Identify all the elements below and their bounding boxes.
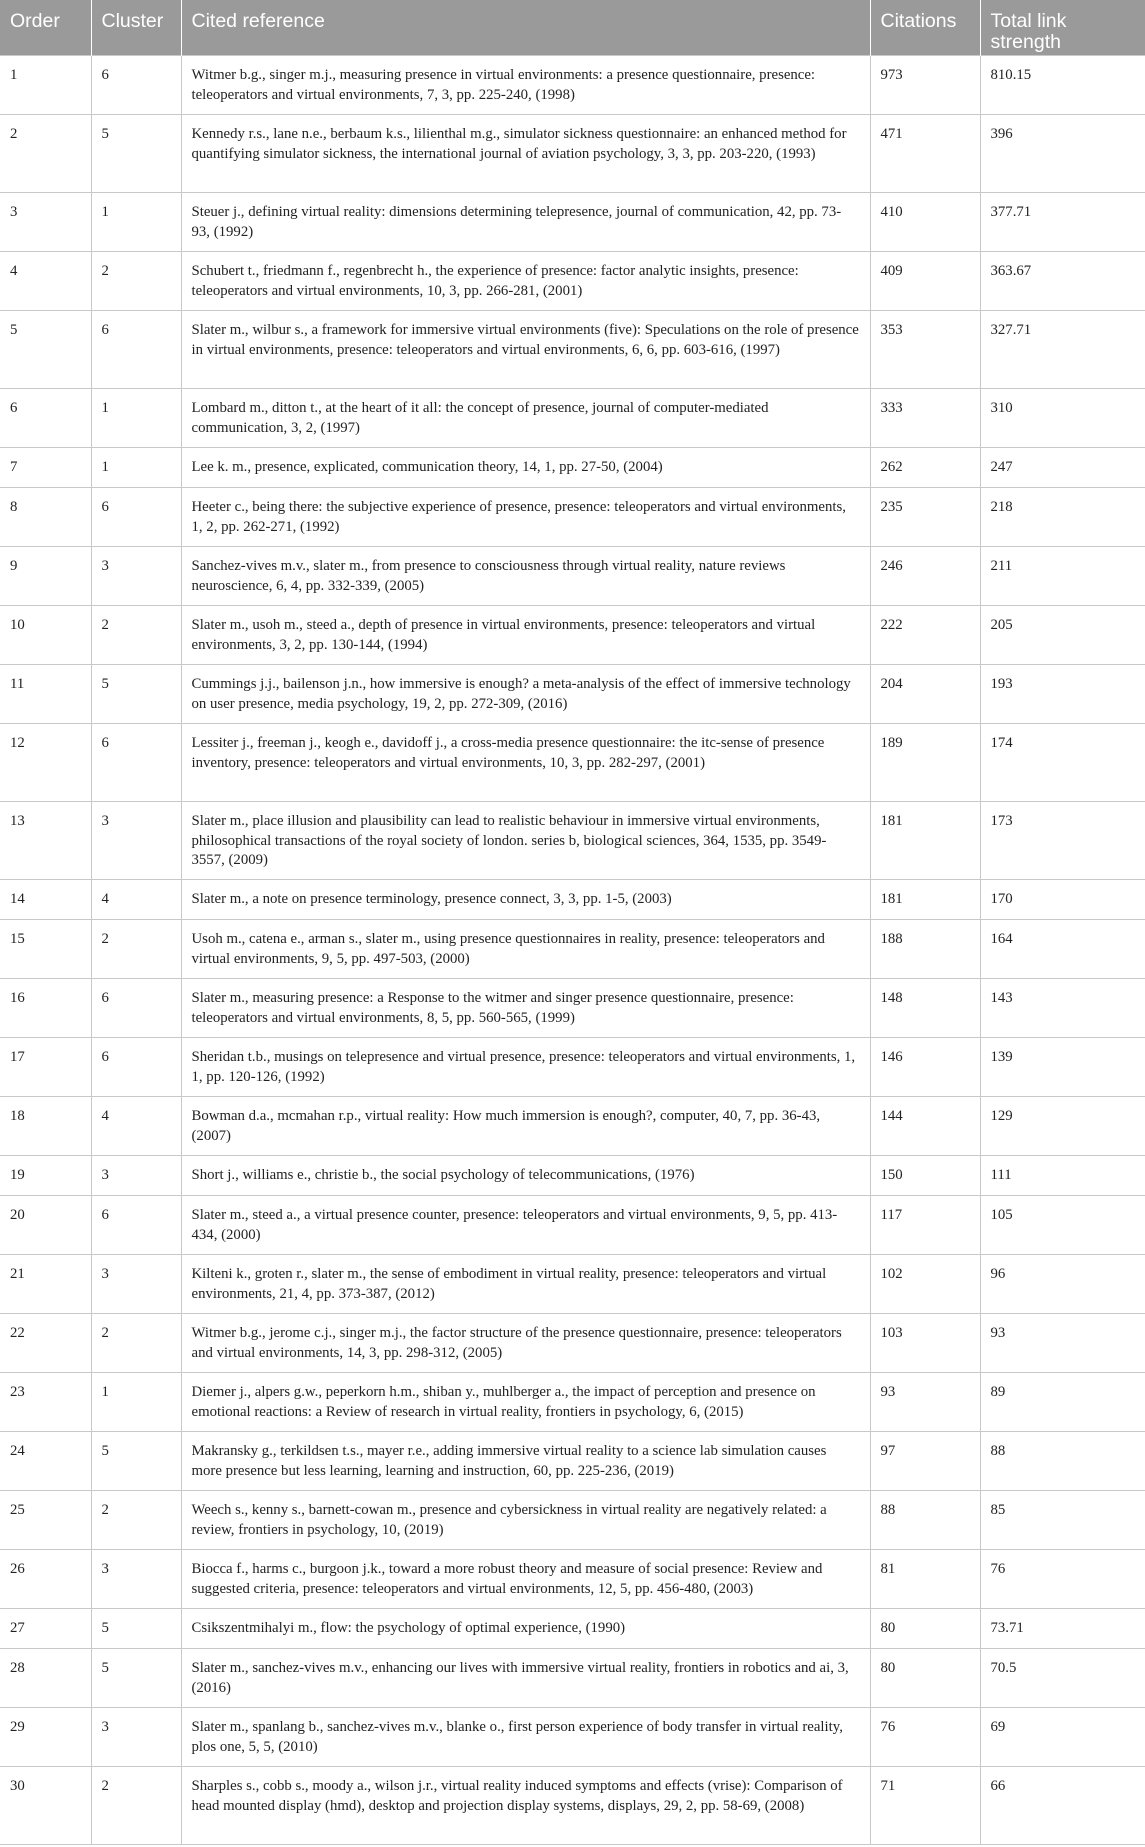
cell-cited-reference: Slater m., wilbur s., a framework for immersive virtual environments (five): Speculations on the role of presence in virtual environments, presence: teleoperators and virtual environments, 6, 6, pp. 603-616, (1997) (181, 311, 870, 389)
cell-cited-reference: Slater m., spanlang b., sanchez-vives m.v., blanke o., first person experience of body transfer in virtual reality, plos one, 5, 5, (2010) (181, 1708, 870, 1767)
cell-cited-reference: Kennedy r.s., lane n.e., berbaum k.s., lilienthal m.g., simulator sickness questionnaire: an enhanced method for quantifying simulator sickness, the international journal of aviation psychology, 3, 3, pp. 203-220, (1993) (181, 115, 870, 193)
cell-citations: 246 (870, 547, 980, 606)
table-row (0, 1649, 1145, 1708)
cell-order: 10 (0, 606, 91, 665)
cell-total-link-strength: 89 (980, 1373, 1145, 1432)
cell-citations: 144 (870, 1097, 980, 1156)
cell-total-link-strength: 170 (980, 880, 1145, 920)
cell-cited-reference: Diemer j., alpers g.w., peperkorn h.m., shiban y., muhlberger a., the impact of perception and presence on emotional reactions: a Review of research in virtual reality, frontiers in psychology, 6, (2015) (181, 1373, 870, 1432)
cell-cluster: 3 (91, 547, 181, 606)
cell-citations: 88 (870, 1491, 980, 1550)
cell-cluster: 1 (91, 389, 181, 448)
table-header (0, 0, 1145, 56)
cell-cluster: 3 (91, 1708, 181, 1767)
cell-order: 3 (0, 193, 91, 252)
cell-order: 12 (0, 724, 91, 802)
cell-cluster: 4 (91, 1097, 181, 1156)
cell-total-link-strength: 143 (980, 979, 1145, 1038)
cell-total-link-strength: 193 (980, 665, 1145, 724)
cell-citations: 973 (870, 56, 980, 115)
cell-total-link-strength: 70.5 (980, 1649, 1145, 1708)
cell-cluster: 1 (91, 448, 181, 488)
cell-citations: 117 (870, 1196, 980, 1255)
table-row (0, 193, 1145, 252)
cell-cited-reference: Makransky g., terkildsen t.s., mayer r.e., adding immersive virtual reality to a science lab simulation causes more presence but less learning, learning and instruction, 60, pp. 225-236, (2019) (181, 1432, 870, 1491)
cell-citations: 188 (870, 920, 980, 979)
cell-total-link-strength: 66 (980, 1767, 1145, 1845)
cell-cited-reference: Slater m., sanchez-vives m.v., enhancing our lives with immersive virtual reality, frontiers in robotics and ai, 3, (2016) (181, 1649, 870, 1708)
cell-cited-reference: Slater m., steed a., a virtual presence counter, presence: teleoperators and virtual environments, 9, 5, pp. 413-434, (2000) (181, 1196, 870, 1255)
cell-cluster: 2 (91, 606, 181, 665)
cell-order: 1 (0, 56, 91, 115)
table-row (0, 1491, 1145, 1550)
table-body (0, 56, 1145, 1845)
cell-citations: 222 (870, 606, 980, 665)
table-row (0, 880, 1145, 920)
cell-order: 4 (0, 252, 91, 311)
cell-cluster: 5 (91, 1432, 181, 1491)
cell-cluster: 3 (91, 1255, 181, 1314)
cell-order: 25 (0, 1491, 91, 1550)
cell-cluster: 6 (91, 724, 181, 802)
cell-cited-reference: Usoh m., catena e., arman s., slater m., using presence questionnaires in reality, presence: teleoperators and virtual environments, 9, 5, pp. 497-503, (2000) (181, 920, 870, 979)
table-row (0, 979, 1145, 1038)
cell-cited-reference: Lee k. m., presence, explicated, communication theory, 14, 1, pp. 27-50, (2004) (181, 448, 870, 488)
cell-total-link-strength: 73.71 (980, 1609, 1145, 1649)
cell-order: 11 (0, 665, 91, 724)
cell-order: 13 (0, 802, 91, 880)
cell-citations: 146 (870, 1038, 980, 1097)
table-row (0, 1038, 1145, 1097)
cell-order: 7 (0, 448, 91, 488)
cell-cited-reference: Sheridan t.b., musings on telepresence and virtual presence, presence: teleoperators and virtual environments, 1, 1, pp. 120-126, (1992) (181, 1038, 870, 1097)
cell-cluster: 6 (91, 1196, 181, 1255)
cell-order: 18 (0, 1097, 91, 1156)
cell-cited-reference: Bowman d.a., mcmahan r.p., virtual reality: How much immersion is enough?, computer, 40, 7, pp. 36-43, (2007) (181, 1097, 870, 1156)
cell-total-link-strength: 129 (980, 1097, 1145, 1156)
cell-cluster: 6 (91, 979, 181, 1038)
cell-citations: 71 (870, 1767, 980, 1845)
table-row (0, 56, 1145, 115)
header-cited-reference: Cited reference (181, 0, 870, 56)
cell-total-link-strength: 111 (980, 1156, 1145, 1196)
cell-cluster: 3 (91, 1156, 181, 1196)
cell-order: 26 (0, 1550, 91, 1609)
cell-citations: 76 (870, 1708, 980, 1767)
cell-citations: 80 (870, 1649, 980, 1708)
table-row (0, 311, 1145, 389)
table-row (0, 389, 1145, 448)
cell-total-link-strength: 363.67 (980, 252, 1145, 311)
cell-cited-reference: Schubert t., friedmann f., regenbrecht h., the experience of presence: factor analytic insights, presence: teleoperators and virtual environments, 10, 3, pp. 266-281, (2001) (181, 252, 870, 311)
cell-total-link-strength: 96 (980, 1255, 1145, 1314)
cell-cited-reference: Sanchez-vives m.v., slater m., from presence to consciousness through virtual reality, nature reviews neuroscience, 6, 4, pp. 332-339, (2005) (181, 547, 870, 606)
cell-cited-reference: Slater m., measuring presence: a Response to the witmer and singer presence questionnaire, presence: teleoperators and virtual environments, 8, 5, pp. 560-565, (1999) (181, 979, 870, 1038)
cell-citations: 181 (870, 802, 980, 880)
table-row (0, 1609, 1145, 1649)
table-row (0, 115, 1145, 193)
table-row (0, 1255, 1145, 1314)
table-row (0, 1767, 1145, 1845)
cell-cluster: 2 (91, 1491, 181, 1550)
cell-citations: 97 (870, 1432, 980, 1491)
cell-total-link-strength: 76 (980, 1550, 1145, 1609)
header-citations: Citations (870, 0, 980, 56)
cell-cited-reference: Witmer b.g., jerome c.j., singer m.j., the factor structure of the presence questionnaire, presence: teleoperators and virtual environments, 14, 3, pp. 298-312, (2005) (181, 1314, 870, 1373)
cell-total-link-strength: 205 (980, 606, 1145, 665)
table-row (0, 252, 1145, 311)
cell-order: 29 (0, 1708, 91, 1767)
cell-cited-reference: Slater m., place illusion and plausibility can lead to realistic behaviour in immersive virtual environments, philosophical transactions of the royal society of london. series b, biological sciences, 364, 1535, pp. 3549-3557, (2009) (181, 802, 870, 880)
cell-total-link-strength: 69 (980, 1708, 1145, 1767)
cell-order: 6 (0, 389, 91, 448)
cell-citations: 410 (870, 193, 980, 252)
cell-cluster: 6 (91, 56, 181, 115)
cell-order: 27 (0, 1609, 91, 1649)
cell-total-link-strength: 164 (980, 920, 1145, 979)
cell-cluster: 6 (91, 488, 181, 547)
cell-citations: 204 (870, 665, 980, 724)
cell-order: 28 (0, 1649, 91, 1708)
cell-order: 21 (0, 1255, 91, 1314)
cell-cluster: 5 (91, 115, 181, 193)
cell-citations: 103 (870, 1314, 980, 1373)
cell-cited-reference: Lombard m., ditton t., at the heart of it all: the concept of presence, journal of computer-mediated communication, 3, 2, (1997) (181, 389, 870, 448)
cell-order: 22 (0, 1314, 91, 1373)
table-row (0, 1156, 1145, 1196)
cell-citations: 181 (870, 880, 980, 920)
cell-total-link-strength: 105 (980, 1196, 1145, 1255)
cell-cluster: 5 (91, 1649, 181, 1708)
cell-citations: 102 (870, 1255, 980, 1314)
cell-citations: 189 (870, 724, 980, 802)
table-row (0, 1097, 1145, 1156)
cell-cluster: 1 (91, 1373, 181, 1432)
cell-cited-reference: Heeter c., being there: the subjective experience of presence, presence: teleoperators and virtual environments, 1, 2, pp. 262-271, (1992) (181, 488, 870, 547)
header-order: Order (0, 0, 91, 56)
cell-total-link-strength: 396 (980, 115, 1145, 193)
cell-total-link-strength: 93 (980, 1314, 1145, 1373)
table-row (0, 1708, 1145, 1767)
cell-cited-reference: Lessiter j., freeman j., keogh e., davidoff j., a cross-media presence questionnaire: the itc-sense of presence inventory, presence: teleoperators and virtual environments, 10, 3, pp. 282-297, (2001) (181, 724, 870, 802)
cell-citations: 471 (870, 115, 980, 193)
cell-order: 23 (0, 1373, 91, 1432)
cell-citations: 235 (870, 488, 980, 547)
header-total-link-strength: Total link strength (990, 10, 1067, 53)
cell-cited-reference: Weech s., kenny s., barnett-cowan m., presence and cybersickness in virtual reality are negatively related: a review, frontiers in psychology, 10, (2019) (181, 1491, 870, 1550)
cell-cluster: 4 (91, 880, 181, 920)
cell-cited-reference: Slater m., usoh m., steed a., depth of presence in virtual environments, presence: teleoperators and virtual environments, 3, 2, pp. 130-144, (1994) (181, 606, 870, 665)
cell-total-link-strength: 310 (980, 389, 1145, 448)
cell-cluster: 6 (91, 1038, 181, 1097)
cell-total-link-strength: 377.71 (980, 193, 1145, 252)
table-row (0, 802, 1145, 880)
cell-order: 15 (0, 920, 91, 979)
table-row (0, 1314, 1145, 1373)
cell-cited-reference: Witmer b.g., singer m.j., measuring presence in virtual environments: a presence questionnaire, presence: teleoperators and virtual environments, 7, 3, pp. 225-240, (1998) (181, 56, 870, 115)
cell-cited-reference: Cummings j.j., bailenson j.n., how immersive is enough? a meta-analysis of the effect of immersive technology on user presence, media psychology, 19, 2, pp. 272-309, (2016) (181, 665, 870, 724)
cell-cluster: 2 (91, 1767, 181, 1845)
table-row (0, 448, 1145, 488)
cell-total-link-strength: 173 (980, 802, 1145, 880)
cell-cited-reference: Sharples s., cobb s., moody a., wilson j.r., virtual reality induced symptoms and effects (vrise): Comparison of head mounted display (hmd), desktop and projection display systems, displays, 29, 2, pp. 58-69, (2008) (181, 1767, 870, 1845)
cell-cited-reference: Short j., williams e., christie b., the social psychology of telecommunications, (1976) (181, 1156, 870, 1196)
cell-cited-reference: Slater m., a note on presence terminology, presence connect, 3, 3, pp. 1-5, (2003) (181, 880, 870, 920)
cell-total-link-strength: 88 (980, 1432, 1145, 1491)
cell-citations: 353 (870, 311, 980, 389)
cell-cluster: 5 (91, 1609, 181, 1649)
cell-citations: 409 (870, 252, 980, 311)
table-row (0, 1550, 1145, 1609)
cell-total-link-strength: 327.71 (980, 311, 1145, 389)
cell-order: 9 (0, 547, 91, 606)
header-cluster: Cluster (91, 0, 181, 56)
cell-citations: 150 (870, 1156, 980, 1196)
cell-citations: 93 (870, 1373, 980, 1432)
table-row (0, 547, 1145, 606)
cell-citations: 262 (870, 448, 980, 488)
table-row (0, 1432, 1145, 1491)
cell-order: 16 (0, 979, 91, 1038)
cell-total-link-strength: 810.15 (980, 56, 1145, 115)
cell-citations: 148 (870, 979, 980, 1038)
cell-total-link-strength: 247 (980, 448, 1145, 488)
table-row (0, 920, 1145, 979)
cell-cluster: 2 (91, 920, 181, 979)
cell-order: 30 (0, 1767, 91, 1845)
cell-total-link-strength: 211 (980, 547, 1145, 606)
cell-order: 8 (0, 488, 91, 547)
cell-cluster: 3 (91, 802, 181, 880)
cell-total-link-strength: 218 (980, 488, 1145, 547)
cell-order: 24 (0, 1432, 91, 1491)
cell-order: 2 (0, 115, 91, 193)
cell-total-link-strength: 85 (980, 1491, 1145, 1550)
cell-order: 5 (0, 311, 91, 389)
cell-cluster: 2 (91, 1314, 181, 1373)
table-row (0, 724, 1145, 802)
cell-cluster: 1 (91, 193, 181, 252)
table-row (0, 606, 1145, 665)
cell-order: 17 (0, 1038, 91, 1097)
cell-order: 19 (0, 1156, 91, 1196)
cell-order: 14 (0, 880, 91, 920)
header-row (0, 0, 1145, 56)
cell-cluster: 2 (91, 252, 181, 311)
table-row (0, 1196, 1145, 1255)
cell-citations: 333 (870, 389, 980, 448)
cell-total-link-strength: 174 (980, 724, 1145, 802)
cell-cited-reference: Kilteni k., groten r., slater m., the sense of embodiment in virtual reality, presence: teleoperators and virtual environments, 21, 4, pp. 373-387, (2012) (181, 1255, 870, 1314)
cell-cluster: 6 (91, 311, 181, 389)
cell-cluster: 3 (91, 1550, 181, 1609)
table-row (0, 665, 1145, 724)
cell-order: 20 (0, 1196, 91, 1255)
cell-citations: 80 (870, 1609, 980, 1649)
cell-citations: 81 (870, 1550, 980, 1609)
cell-total-link-strength: 139 (980, 1038, 1145, 1097)
cell-cluster: 5 (91, 665, 181, 724)
table-row (0, 1373, 1145, 1432)
table-row (0, 488, 1145, 547)
cell-cited-reference: Biocca f., harms c., burgoon j.k., toward a more robust theory and measure of social presence: Review and suggested criteria, presence: teleoperators and virtual environments, 12, 5, pp. 456-480, (2003) (181, 1550, 870, 1609)
cell-cited-reference: Steuer j., defining virtual reality: dimensions determining telepresence, journal of communication, 42, pp. 73-93, (1992) (181, 193, 870, 252)
cell-cited-reference: Csikszentmihalyi m., flow: the psychology of optimal experience, (1990) (181, 1609, 870, 1649)
